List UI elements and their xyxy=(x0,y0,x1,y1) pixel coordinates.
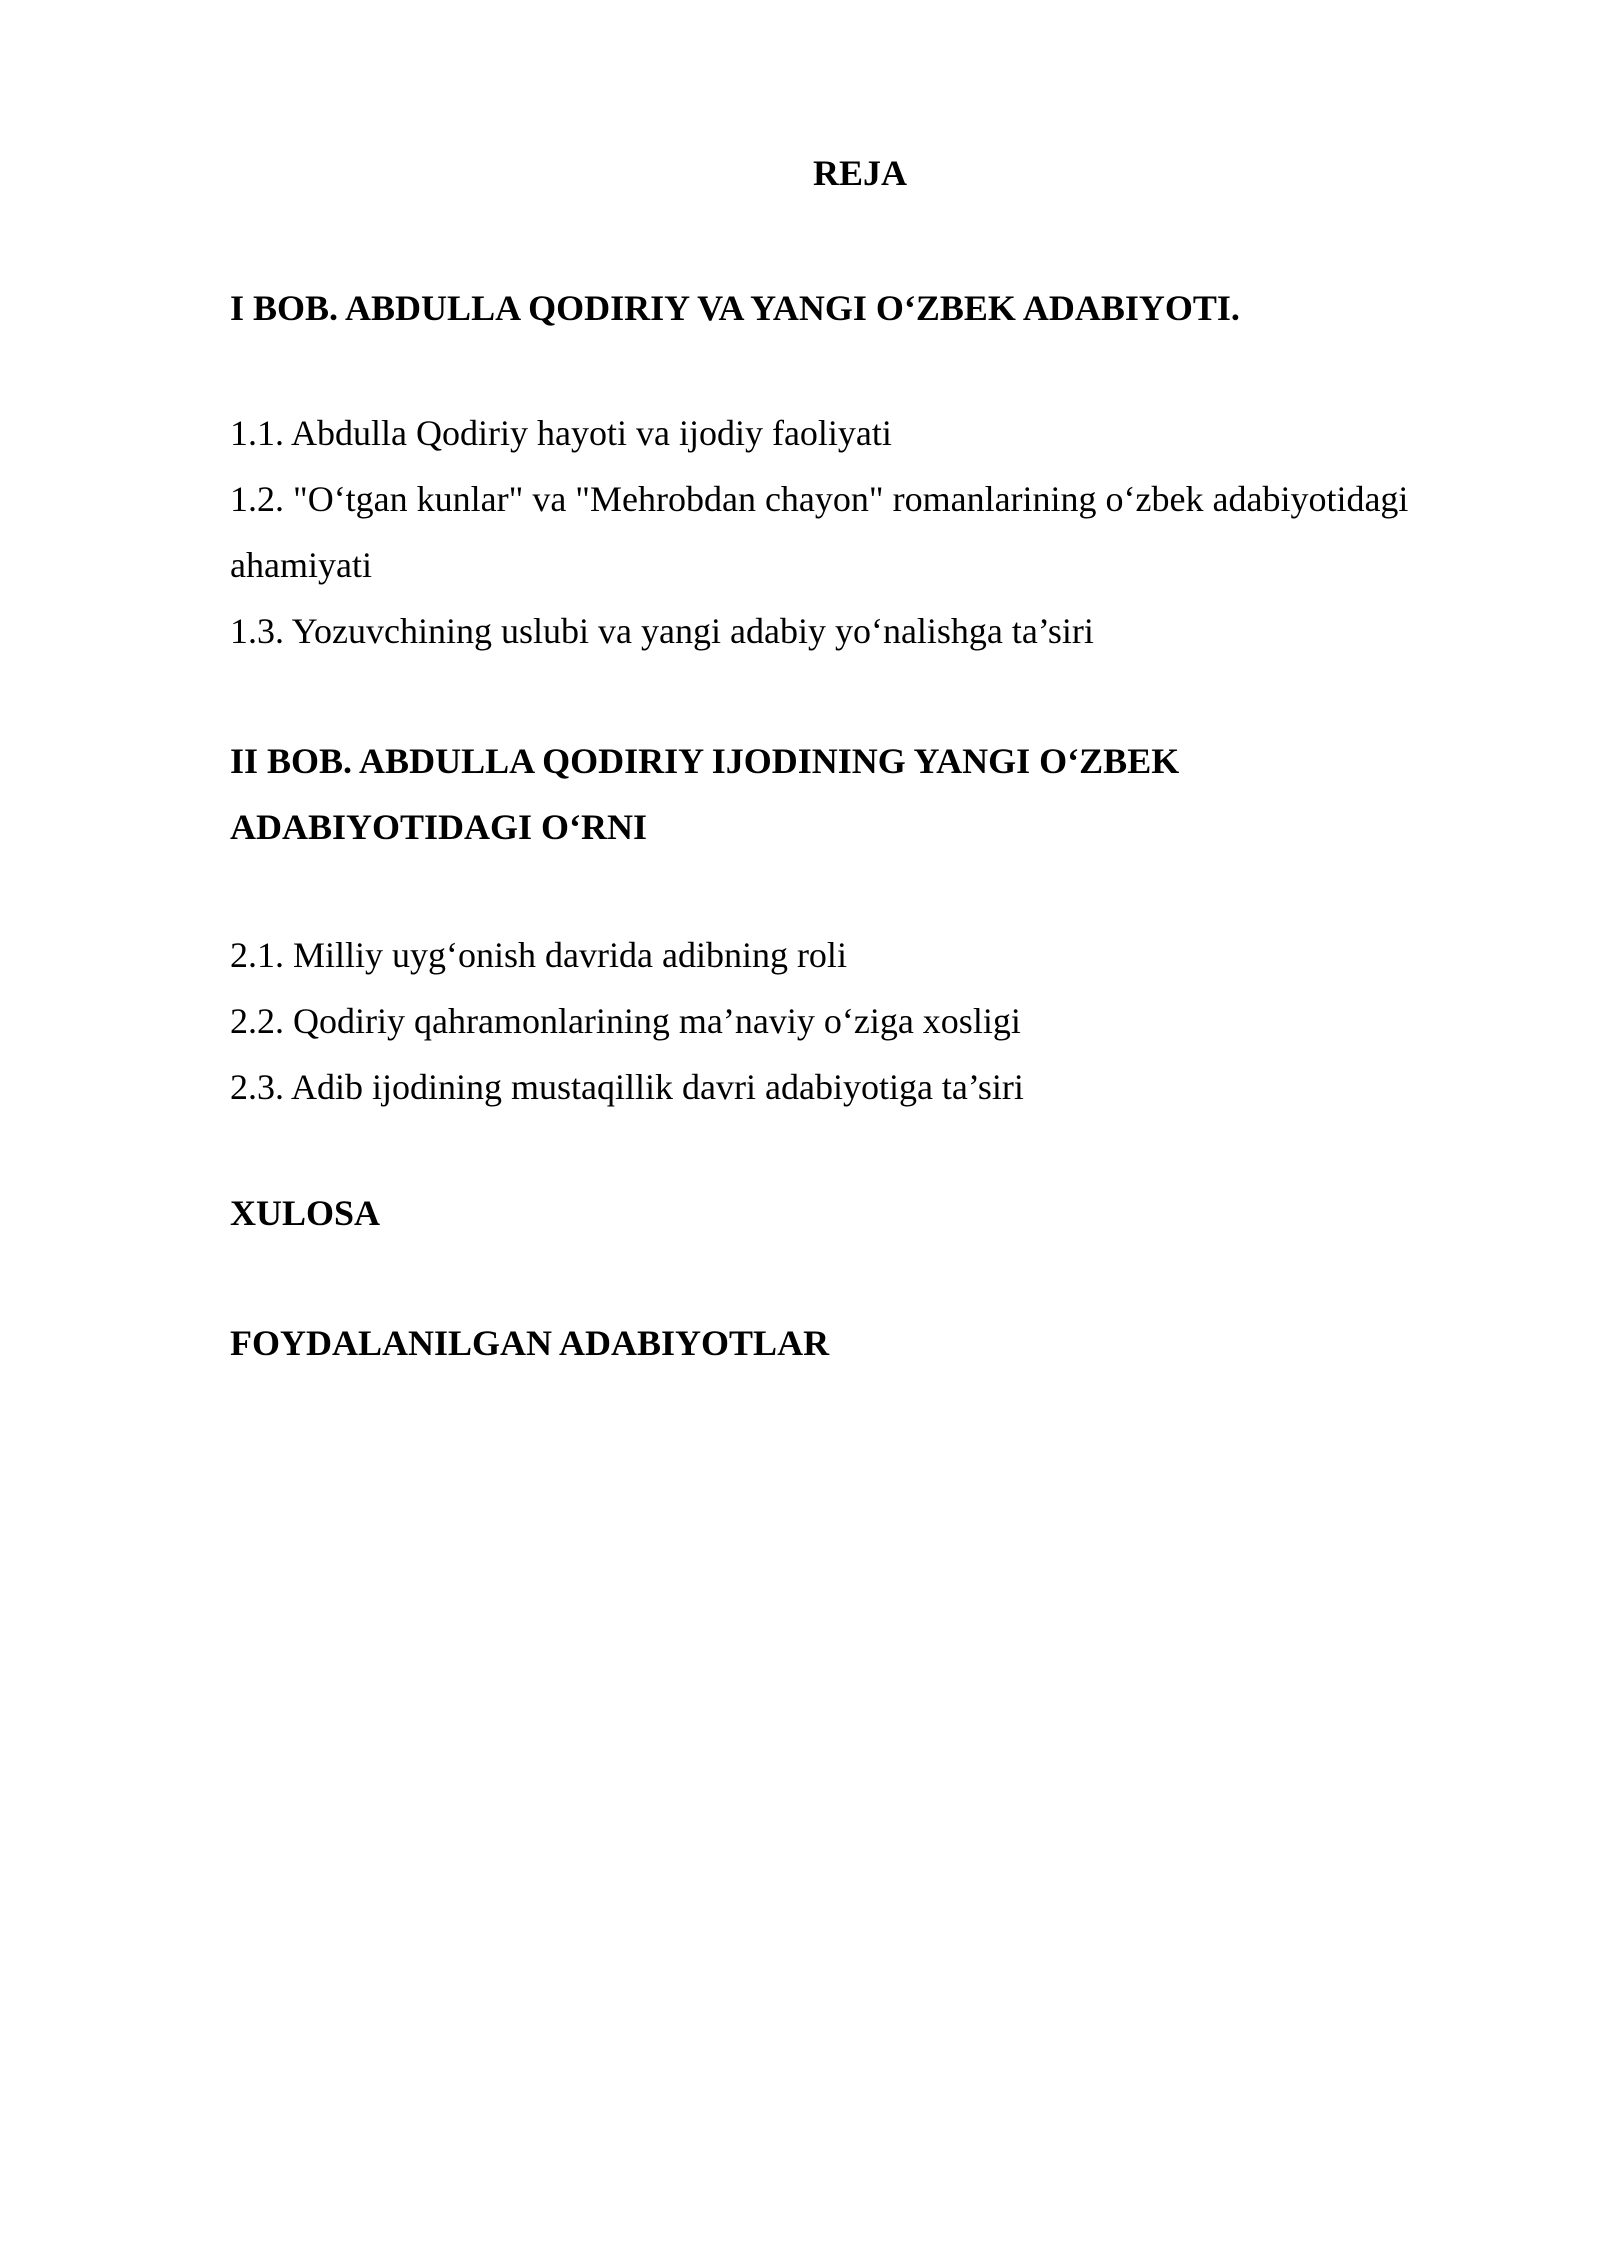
references-heading: FOYDALANILGAN ADABIYOTLAR xyxy=(230,1323,830,1363)
page-title: REJA xyxy=(812,153,907,193)
chapter2-items xyxy=(230,922,1470,1120)
chapter1-item-1-2: 1.2. "O‘tgan kunlar" va "Mehrobdan chayon" romanlarining o‘zbek adabiyotidagi xyxy=(230,479,1409,519)
chapter1-items xyxy=(230,400,1470,664)
chapter1-heading: I BOB. ABDULLA QODIRIY VA YANGI O‘ZBEK ADABIYOTI. xyxy=(230,288,1240,328)
chapter1-item-1-3: 1.3. Yozuvchining uslubi va yangi adabiy yo‘nalishga ta’siri xyxy=(230,611,1094,651)
chapter2-item-2-3: 2.3. Adib ijodining mustaqillik davri adabiyotiga ta’siri xyxy=(230,1067,1024,1107)
chapter2-heading-line1: II BOB. ABDULLA QODIRIY IJODINING YANGI O‘ZBEK xyxy=(230,741,1180,781)
chapter2-item-2-1: 2.1. Milliy uyg‘onish davrida adibning roli xyxy=(230,935,847,975)
chapter2-heading-line2: ADABIYOTIDAGI O‘RNI xyxy=(230,807,648,847)
conclusion-block xyxy=(230,1180,1470,1246)
chapter1-item-1-1: 1.1. Abdulla Qodiriy hayoti va ijodiy faoliyati xyxy=(230,413,892,453)
references-block xyxy=(230,1310,1470,1376)
chapter1-item-1-2-continued: ahamiyati xyxy=(230,545,372,585)
chapter2-item-2-2: 2.2. Qodiriy qahramonlarining ma’naviy o‘ziga xosligi xyxy=(230,1001,1021,1041)
chapter1-heading-block xyxy=(230,275,1470,341)
chapter2-heading-block xyxy=(230,728,1470,860)
conclusion-heading: XULOSA xyxy=(230,1193,381,1233)
